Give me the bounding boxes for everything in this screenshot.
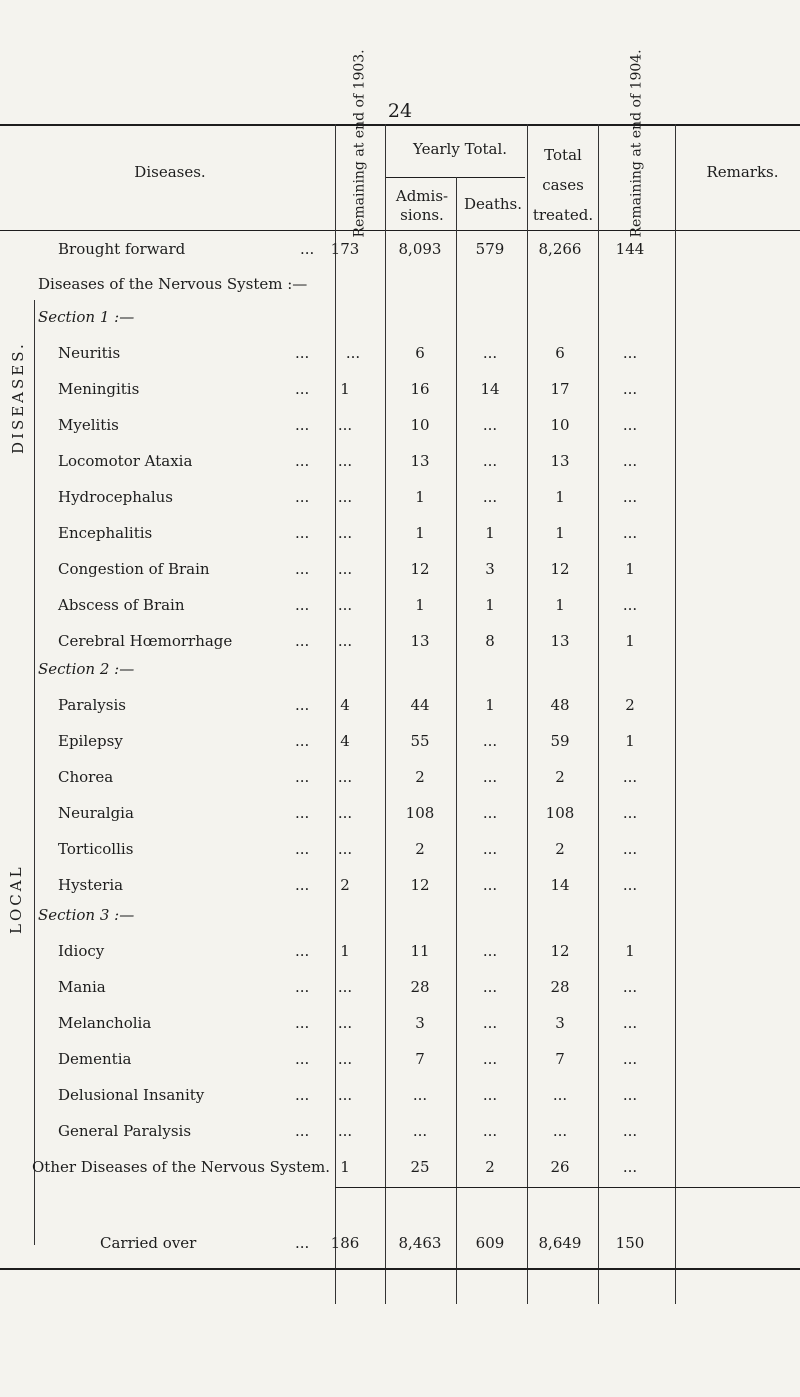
table-row bbox=[0, 906, 800, 928]
table-row: Idiocy ... 1 11 ... 12 1 bbox=[58, 942, 635, 960]
table-row: Meningitis ... 1 16 14 17 ... bbox=[58, 380, 638, 398]
header-deaths: Deaths. bbox=[463, 195, 522, 213]
carried-over-row: Carried over ... 186 8,463 609 8,649 150 bbox=[100, 1234, 645, 1252]
table-row bbox=[0, 275, 800, 297]
side-label-local: LOCAL bbox=[7, 864, 25, 934]
table-row: Epilepsy ... 4 55 ... 59 1 bbox=[58, 732, 635, 750]
table-row: Encephalitis ... ... 1 1 1 ... bbox=[58, 524, 638, 542]
yearly-total-rule bbox=[385, 177, 525, 178]
section-heading: Section 3 :— bbox=[38, 906, 135, 924]
total-top-rule bbox=[335, 1187, 800, 1188]
table-row: Torticollis ... ... 2 ... 2 ... bbox=[58, 840, 638, 858]
header-total-cases: Total cases treated. bbox=[532, 146, 594, 224]
table-row: Hysteria ... 2 12 ... 14 ... bbox=[58, 876, 638, 894]
row-label: Brought forward bbox=[58, 240, 186, 258]
top-rule bbox=[0, 124, 800, 126]
table-row: Abscess of Brain ... ... 1 1 1 ... bbox=[58, 596, 638, 614]
table-row bbox=[0, 308, 800, 330]
page-number: 24 bbox=[387, 100, 413, 122]
header-remarks: Remarks. bbox=[706, 163, 779, 181]
table-row: Dementia ... ... 7 ... 7 ... bbox=[58, 1050, 638, 1068]
table-row: Mania ... ... 28 ... 28 ... bbox=[58, 978, 638, 996]
table-row: Myelitis ... ... 10 ... 10 ... bbox=[58, 416, 638, 434]
carried-over-label: Carried over bbox=[100, 1234, 197, 1252]
table-row: Paralysis ... 4 44 1 48 2 bbox=[58, 696, 635, 714]
table-row bbox=[0, 660, 800, 682]
section-heading: Section 2 :— bbox=[38, 660, 135, 678]
header-admissions: Admis-sions. bbox=[395, 187, 449, 224]
header-bottom-rule bbox=[0, 230, 800, 231]
table-row: Congestion of Brain ... ... 12 3 12 1 bbox=[58, 560, 635, 578]
header-yearly-total: Yearly Total. bbox=[412, 140, 508, 158]
section-heading: Section 1 :— bbox=[38, 308, 135, 326]
header-diseases: Diseases. bbox=[134, 163, 206, 181]
table-row: Brought forward ... 173 8,093 579 8,266 144 bbox=[58, 240, 645, 258]
side-label-diseases: DISEASES. bbox=[9, 341, 27, 454]
table-row: Locomotor Ataxia ... ... 13 ... 13 ... bbox=[58, 452, 638, 470]
table-row: Melancholia ... ... 3 ... 3 ... bbox=[58, 1014, 638, 1032]
table-row: Neuritis ... ... 6 ... 6 ... bbox=[58, 344, 638, 362]
table-row: Chorea ... ... 2 ... 2 ... bbox=[58, 768, 638, 786]
table-row: Cerebral Hœmorrhage ... ... 13 8 13 1 bbox=[58, 632, 635, 650]
table-row: Hydrocephalus ... ... 1 ... 1 ... bbox=[58, 488, 638, 506]
table-row: Neuralgia ... ... 108 ... 108 ... bbox=[58, 804, 638, 822]
header-remaining-1903: Remaining at end of 1903. bbox=[351, 49, 368, 238]
table-row: General Paralysis ... ... ... ... ... ... bbox=[58, 1122, 638, 1140]
row-label: Diseases of the Nervous System :— bbox=[38, 275, 308, 293]
table-row: Other Diseases of the Nervous System. 1 25 2 26 ... bbox=[32, 1158, 638, 1176]
bottom-rule bbox=[0, 1268, 800, 1270]
header-remaining-1904: Remaining at end of 1904. bbox=[628, 49, 645, 238]
table-row: Delusional Insanity ... ... ... ... ... ... bbox=[58, 1086, 638, 1104]
